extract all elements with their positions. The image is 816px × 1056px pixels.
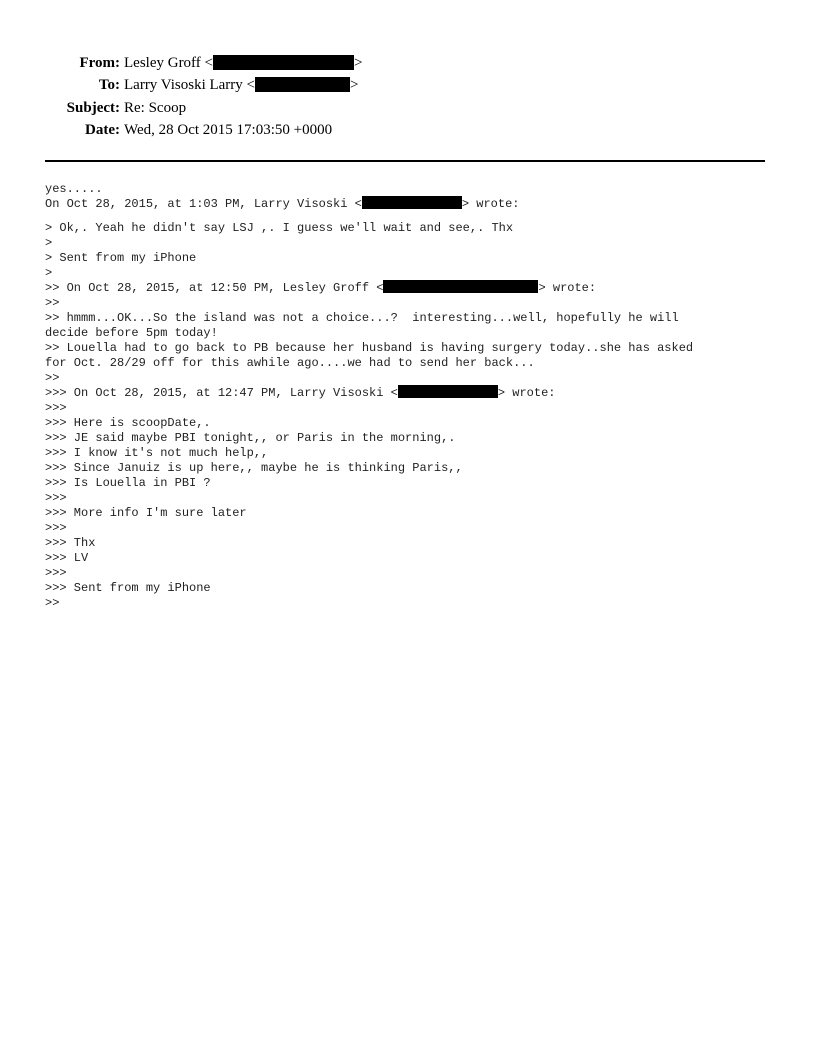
subject-label: Subject:	[66, 99, 120, 116]
subject-row	[0, 97, 816, 119]
to-row	[0, 74, 816, 96]
body-line: >>>	[45, 491, 67, 505]
body-line	[45, 281, 775, 296]
body-line: yes.....	[45, 182, 103, 196]
body-line: >>> LV	[45, 551, 89, 565]
to-name: Larry Visoski Larry <	[124, 77, 256, 94]
from-label: From:	[79, 55, 120, 71]
body-line: >>> Since Januiz is up here,, maybe he is thinking Paris,,	[45, 461, 463, 475]
quote-attribution: On Oct 28, 2015, at 1:03 PM, Larry Visoski <	[45, 197, 362, 211]
email-body	[45, 182, 775, 611]
quote-attribution: >> On Oct 28, 2015, at 12:50 PM, Lesley Groff <	[45, 281, 384, 295]
date-label: Date:	[85, 121, 120, 138]
redaction-bar	[398, 385, 498, 398]
body-line: >>> Sent from my iPhone	[45, 581, 211, 595]
from-close: >	[354, 55, 363, 71]
body-line: >	[45, 266, 53, 280]
body-line: decide before 5pm today!	[45, 326, 218, 340]
body-line: >>>	[45, 401, 67, 415]
body-line: >>> Is Louella in PBI ?	[45, 476, 211, 490]
body-line: >> Louella had to go back to PB because her husband is having surgery today..she has asked	[45, 341, 694, 355]
redaction-bar	[362, 196, 462, 209]
body-line: >>> I know it's not much help,,	[45, 446, 269, 460]
subject-value: Re: Scoop	[124, 99, 187, 116]
quote-attribution-end: > wrote:	[538, 281, 597, 295]
quote-attribution-end: > wrote:	[497, 386, 556, 400]
email-header	[0, 52, 816, 141]
body-line: >>> JE said maybe PBI tonight,, or Paris in the morning,.	[45, 431, 456, 445]
quote-attribution: >>> On Oct 28, 2015, at 12:47 PM, Larry Visoski <	[45, 386, 398, 400]
from-name: Lesley Groff <	[124, 55, 213, 71]
body-line: >> hmmm...OK...So the island was not a choice...? interesting...well, hopefully he will	[45, 311, 679, 325]
body-line: >>	[45, 371, 60, 385]
body-line: >>> Here is scoopDate,.	[45, 416, 211, 430]
body-line	[45, 197, 775, 212]
from-value	[124, 52, 362, 74]
body-line: >>> Thx	[45, 536, 96, 550]
to-label: To:	[98, 77, 120, 94]
date-value: Wed, 28 Oct 2015 17:03:50 +0000	[124, 121, 333, 138]
body-line: > Sent from my iPhone	[45, 251, 197, 265]
quote-attribution-end: > wrote:	[461, 197, 520, 211]
body-line: for Oct. 28/29 off for this awhile ago....we had to send her back...	[45, 356, 535, 370]
header-divider	[45, 160, 765, 162]
redaction-bar	[255, 77, 350, 92]
to-value	[124, 74, 358, 96]
from-row	[0, 52, 816, 74]
body-line: >	[45, 236, 53, 250]
body-line: >>>	[45, 521, 67, 535]
date-row	[0, 119, 816, 141]
redaction-bar	[213, 55, 354, 70]
blank-gap	[45, 212, 775, 221]
redaction-bar	[383, 280, 538, 293]
body-line: >>	[45, 596, 60, 610]
body-line: >>	[45, 296, 60, 310]
body-line: >>>	[45, 566, 67, 580]
body-line: >>> More info I'm sure later	[45, 506, 247, 520]
to-close: >	[350, 77, 359, 94]
body-line	[45, 386, 775, 401]
body-line: > Ok,. Yeah he didn't say LSJ ,. I guess we'll wait and see,. Thx	[45, 221, 514, 235]
